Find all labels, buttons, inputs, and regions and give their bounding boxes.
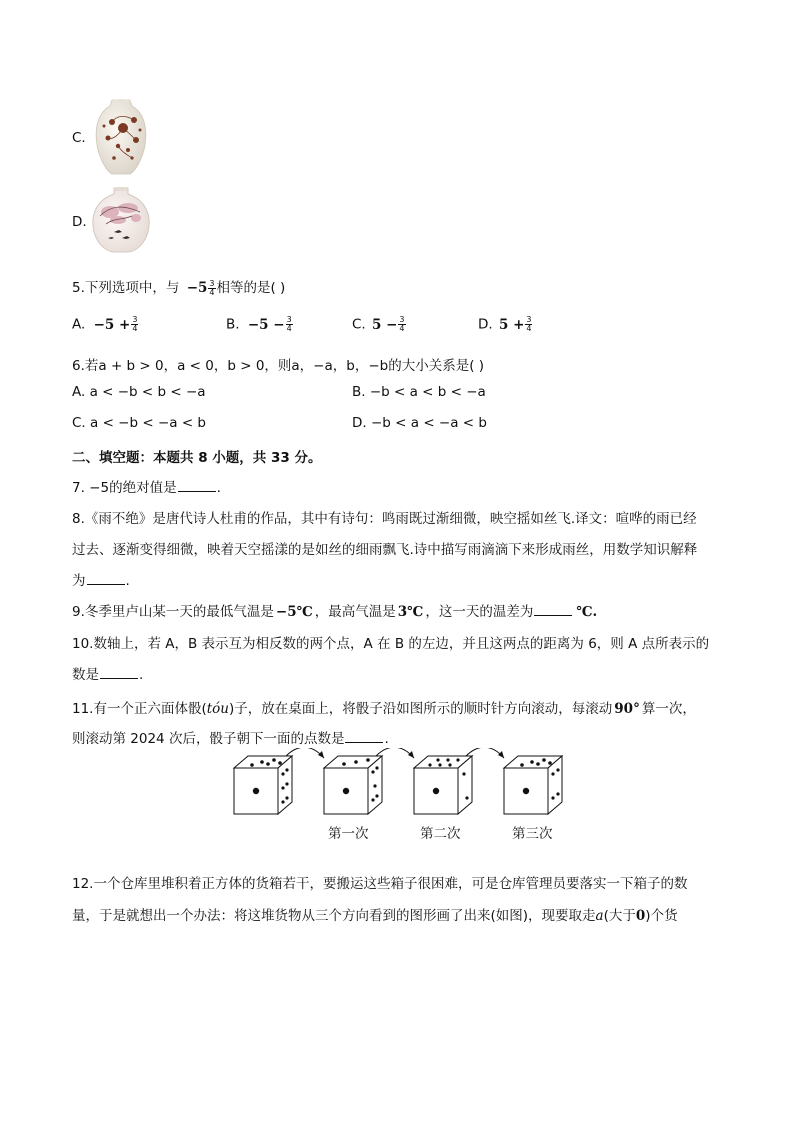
question-8-line-3: 为 .	[72, 573, 130, 589]
question-11-line-2: 则滚动第 2024 次后，骰子朝下一面的点数是 .	[72, 731, 389, 747]
vase-image-d	[88, 186, 154, 254]
caption-second-roll: 第二次	[420, 826, 461, 842]
die-first-roll	[324, 756, 382, 814]
question-5-option-b: B. −5 − $\frac{3}{4}$	[226, 315, 292, 333]
answer-blank	[87, 572, 125, 585]
question-12-line-2: 量，于是就想出一个办法：将这堆货物从三个方向看到的图形画了出来(如图)，现要取走a(大于0)个货	[72, 908, 678, 924]
mixed-fraction: $\frac{3}{4}$	[209, 278, 215, 297]
section-heading: 二、填空题：本题共 8 小题，共 33 分。	[72, 450, 322, 466]
dice-rolling-figure	[228, 748, 568, 820]
question-5-option-a: A. −5 + $\frac{3}{4}$	[72, 315, 138, 333]
option-d-label: D.	[72, 214, 87, 230]
question-5-option-d: D. 5 + $\frac{3}{4}$	[478, 315, 532, 333]
question-8-line-2: 过去、逐渐变得细微，映着天空摇漾的是如丝的细雨飘飞.诗中描写雨滴滴下来形成雨丝，用数学知识解释	[72, 542, 698, 558]
option-c-label: C.	[72, 130, 86, 146]
question-8-line-1: 8.《雨不绝》是唐代诗人杜甫的作品，其中有诗句：鸣雨既过渐细微，映空摇如丝飞.译文：喧哗的雨已经	[72, 511, 697, 527]
question-5-stem: 5.下列选项中，与 −5 $\frac{3}{4}$ 相等的是( )	[72, 278, 286, 297]
question-7: 7. −5的绝对值是 .	[72, 480, 221, 496]
vase-image-c	[90, 98, 152, 176]
die-initial	[234, 756, 292, 814]
question-9: 9.冬季里卢山某一天的最低气温是 −5℃ ，最高气温是 3℃ ，这一天的温差为 ℃.	[72, 604, 598, 620]
caption-third-roll: 第三次	[512, 826, 553, 842]
question-6-stem: 6.若a + b > 0，a < 0，b > 0，则a，−a，b，−b的大小关系是( )	[72, 358, 485, 374]
answer-blank	[534, 603, 572, 616]
question-6-option-d: D. −b < a < −a < b	[352, 415, 487, 431]
question-6-option-a: A. a < −b < b < −a	[72, 384, 206, 400]
answer-blank	[345, 730, 383, 743]
die-second-roll	[414, 756, 472, 814]
question-10-line-1: 10.数轴上，若 A，B 表示互为相反数的两个点，A 在 B 的左边，并且这两点的距离为 6，则 A 点所表示的	[72, 636, 710, 652]
answer-blank	[178, 479, 216, 492]
question-10-line-2: 数是 .	[72, 667, 144, 683]
question-11-line-1: 11.有一个正六面体骰(tóu)子，放在桌面上，将骰子沿如图所示的顺时针方向滚动，每滚动 90° 算一次，	[72, 701, 696, 717]
question-12-line-1: 12.一个仓库里堆积着正方体的货箱若干，要搬运这些箱子很困难，可是仓库管理员要落实一下箱子的数	[72, 876, 688, 892]
question-5-option-c: C. 5 − $\frac{3}{4}$	[352, 315, 405, 333]
die-third-roll	[504, 756, 562, 814]
question-6-option-c: C. a < −b < −a < b	[72, 415, 206, 431]
answer-blank	[100, 666, 138, 679]
caption-first-roll: 第一次	[328, 826, 369, 842]
question-6-option-b: B. −b < a < b < −a	[352, 384, 486, 400]
